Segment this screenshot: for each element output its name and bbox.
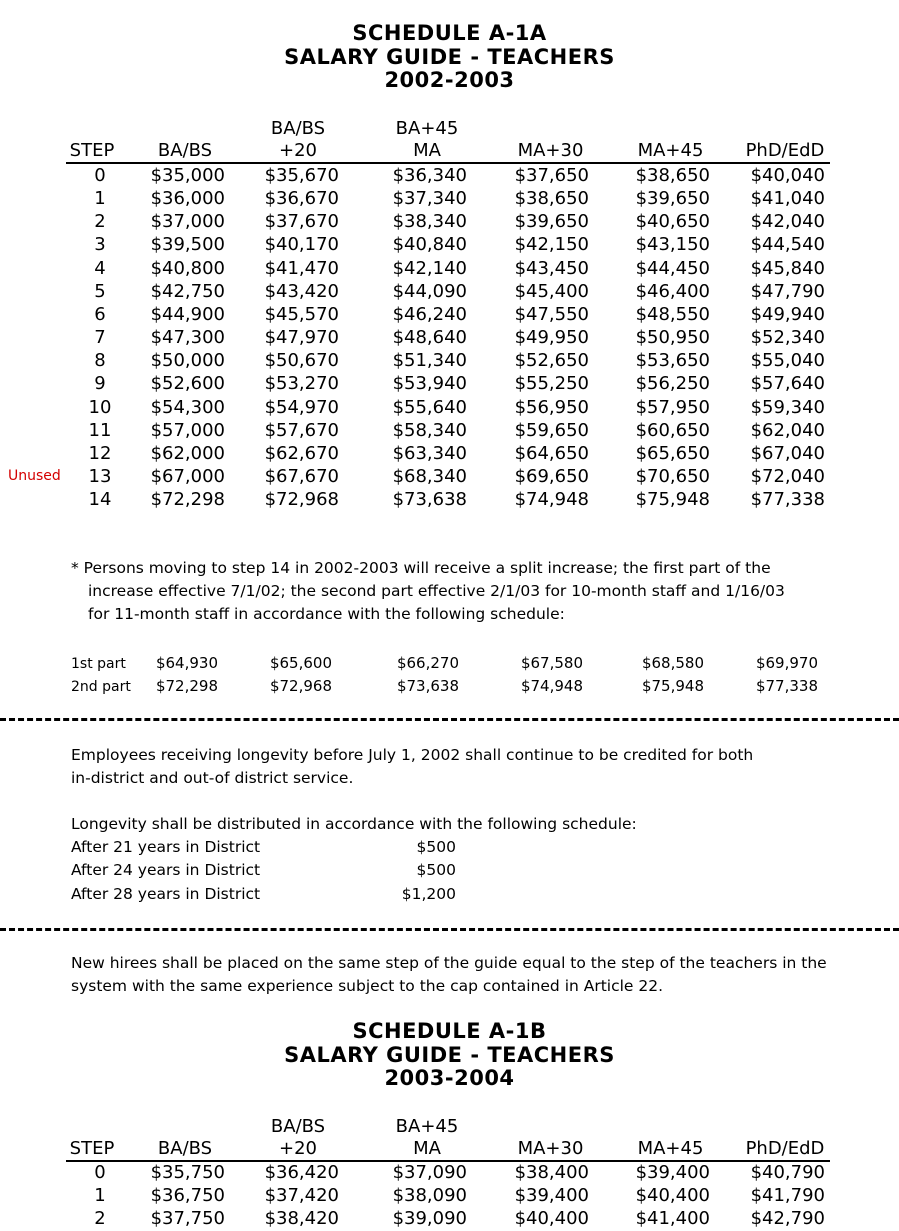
split-label: 1st part bbox=[71, 656, 126, 672]
salary-cell: $72,040 bbox=[750, 465, 825, 487]
step-cell: 1 bbox=[94, 188, 106, 210]
salary-cell: $38,090 bbox=[392, 1185, 467, 1207]
split-value: $73,638 bbox=[396, 677, 459, 695]
salary-cell: $67,670 bbox=[264, 465, 339, 487]
longevity-item-label: After 24 years in District bbox=[71, 861, 261, 879]
salary-cell: $57,670 bbox=[264, 419, 339, 441]
header-babs: BA/BS bbox=[157, 140, 213, 161]
salary-cell: $47,970 bbox=[264, 327, 339, 349]
salary-cell: $43,420 bbox=[264, 280, 339, 302]
salary-cell: $69,650 bbox=[514, 465, 589, 487]
header-babs20-top: BA/BS bbox=[270, 118, 326, 139]
salary-cell: $62,670 bbox=[264, 442, 339, 464]
salary-cell: $67,040 bbox=[750, 442, 825, 464]
salary-cell: $40,170 bbox=[264, 234, 339, 256]
salary-cell: $42,150 bbox=[514, 234, 589, 256]
salary-cell: $53,650 bbox=[635, 350, 710, 372]
salary-cell: $40,040 bbox=[750, 165, 825, 186]
salary-cell: $39,400 bbox=[514, 1185, 589, 1207]
header-babs20-bottom: +20 bbox=[279, 1138, 317, 1159]
salary-cell: $38,340 bbox=[392, 211, 467, 233]
salary-cell: $35,000 bbox=[150, 165, 225, 186]
salary-cell: $50,950 bbox=[635, 327, 710, 349]
salary-cell: $43,450 bbox=[514, 257, 589, 279]
salary-cell: $53,940 bbox=[392, 373, 467, 395]
salary-cell: $47,790 bbox=[750, 280, 825, 302]
step-cell: 8 bbox=[94, 350, 106, 372]
header-phd: PhD/EdD bbox=[745, 1138, 825, 1159]
schedule-a-title-line-2: SALARY GUIDE - TEACHERS bbox=[284, 45, 615, 69]
step-cell: 9 bbox=[94, 373, 106, 395]
unused-label: Unused bbox=[8, 468, 61, 484]
salary-cell: $59,650 bbox=[514, 419, 589, 441]
header-ma30: MA+30 bbox=[517, 140, 584, 161]
salary-cell: $44,450 bbox=[635, 257, 710, 279]
longevity-intro-1: Employees receiving longevity before July 1, 2002 shall continue to be credited for both bbox=[71, 746, 754, 764]
header-babs20-bottom: +20 bbox=[279, 140, 317, 161]
salary-cell: $60,650 bbox=[635, 419, 710, 441]
salary-cell: $55,040 bbox=[750, 350, 825, 372]
salary-cell: $59,340 bbox=[750, 396, 825, 418]
salary-cell: $51,340 bbox=[392, 350, 467, 372]
longevity-intro-2: in-district and out-of district service. bbox=[71, 769, 354, 787]
salary-cell: $41,400 bbox=[635, 1208, 710, 1230]
step-cell: 2 bbox=[94, 1208, 106, 1230]
salary-cell: $57,000 bbox=[150, 419, 225, 441]
salary-cell: $41,040 bbox=[750, 188, 825, 210]
salary-cell: $39,500 bbox=[150, 234, 225, 256]
salary-cell: $62,000 bbox=[150, 442, 225, 464]
split-value: $72,968 bbox=[269, 677, 332, 695]
salary-cell: $50,000 bbox=[150, 350, 225, 372]
salary-cell: $52,650 bbox=[514, 350, 589, 372]
salary-cell: $47,550 bbox=[514, 303, 589, 325]
salary-cell: $48,640 bbox=[392, 327, 467, 349]
salary-cell: $41,790 bbox=[750, 1185, 825, 1207]
salary-cell: $44,900 bbox=[150, 303, 225, 325]
footnote-line-2: increase effective 7/1/02; the second part effective 2/1/03 for 10-month staff and 1/16/03 bbox=[88, 582, 785, 600]
schedule-b-title-line-2: SALARY GUIDE - TEACHERS bbox=[284, 1043, 615, 1067]
longevity-item-label: After 28 years in District bbox=[71, 885, 261, 903]
salary-cell: $45,840 bbox=[750, 257, 825, 279]
step-cell: 3 bbox=[94, 234, 106, 256]
salary-cell: $40,790 bbox=[750, 1162, 825, 1183]
salary-cell: $36,750 bbox=[150, 1185, 225, 1207]
salary-cell: $68,340 bbox=[392, 465, 467, 487]
salary-cell: $40,400 bbox=[635, 1185, 710, 1207]
salary-cell: $49,940 bbox=[750, 303, 825, 325]
schedule-a-title-line-1: SCHEDULE A-1A bbox=[352, 21, 547, 45]
new-hirees-line-2: system with the same experience subject to the cap contained in Article 22. bbox=[71, 977, 664, 995]
salary-cell: $47,300 bbox=[150, 327, 225, 349]
salary-cell: $72,968 bbox=[264, 489, 339, 511]
salary-cell: $67,000 bbox=[150, 465, 225, 487]
header-step: STEP bbox=[69, 140, 115, 161]
footnote-line-1: * Persons moving to step 14 in 2002-2003 will receive a split increase; the first part of the bbox=[71, 559, 771, 577]
schedule-a-title-line-3: 2002-2003 bbox=[384, 68, 515, 92]
salary-cell: $75,948 bbox=[635, 489, 710, 511]
split-value: $65,600 bbox=[269, 654, 332, 672]
salary-cell: $54,300 bbox=[150, 396, 225, 418]
salary-cell: $62,040 bbox=[750, 419, 825, 441]
salary-cell: $37,000 bbox=[150, 211, 225, 233]
step-cell: 0 bbox=[94, 1162, 106, 1183]
salary-cell: $53,270 bbox=[264, 373, 339, 395]
step-cell: 4 bbox=[94, 257, 106, 279]
salary-cell: $56,950 bbox=[514, 396, 589, 418]
split-label: 2nd part bbox=[71, 679, 131, 695]
longevity-schedule-intro: Longevity shall be distributed in accordance with the following schedule: bbox=[71, 815, 637, 833]
salary-cell: $43,150 bbox=[635, 234, 710, 256]
header-ba45-bottom: MA bbox=[413, 140, 441, 161]
salary-cell: $42,140 bbox=[392, 257, 467, 279]
salary-cell: $37,340 bbox=[392, 188, 467, 210]
salary-cell: $40,650 bbox=[635, 211, 710, 233]
salary-cell: $38,650 bbox=[635, 165, 710, 186]
salary-cell: $57,950 bbox=[635, 396, 710, 418]
salary-cell: $38,400 bbox=[514, 1162, 589, 1183]
step-cell: 6 bbox=[94, 303, 106, 325]
salary-cell: $65,650 bbox=[635, 442, 710, 464]
header-ma45: MA+45 bbox=[637, 140, 704, 161]
salary-cell: $36,670 bbox=[264, 188, 339, 210]
salary-cell: $37,750 bbox=[150, 1208, 225, 1230]
salary-cell: $74,948 bbox=[514, 489, 589, 511]
salary-cell: $57,640 bbox=[750, 373, 825, 395]
header-step: STEP bbox=[69, 1138, 115, 1159]
split-value: $72,298 bbox=[155, 677, 218, 695]
salary-cell: $55,250 bbox=[514, 373, 589, 395]
step-cell: 12 bbox=[88, 442, 112, 464]
salary-cell: $50,670 bbox=[264, 350, 339, 372]
divider-1 bbox=[0, 718, 899, 721]
salary-cell: $45,400 bbox=[514, 280, 589, 302]
salary-cell: $49,950 bbox=[514, 327, 589, 349]
schedule-b-title-line-1: SCHEDULE A-1B bbox=[352, 1019, 547, 1043]
salary-cell: $64,650 bbox=[514, 442, 589, 464]
salary-cell: $72,298 bbox=[150, 489, 225, 511]
step-cell: 5 bbox=[94, 280, 106, 302]
salary-cell: $77,338 bbox=[750, 489, 825, 511]
split-value: $77,338 bbox=[755, 677, 818, 695]
salary-cell: $39,090 bbox=[392, 1208, 467, 1230]
salary-cell: $40,800 bbox=[150, 257, 225, 279]
step-cell: 2 bbox=[94, 211, 106, 233]
schedule-b-title-line-3: 2003-2004 bbox=[384, 1066, 515, 1090]
salary-cell: $39,400 bbox=[635, 1162, 710, 1183]
step-cell: 7 bbox=[94, 327, 106, 349]
salary-cell: $55,640 bbox=[392, 396, 467, 418]
divider-2 bbox=[0, 928, 899, 931]
longevity-item-amount: $500 bbox=[416, 861, 456, 879]
salary-cell: $37,420 bbox=[264, 1185, 339, 1207]
salary-cell: $56,250 bbox=[635, 373, 710, 395]
split-value: $75,948 bbox=[641, 677, 704, 695]
salary-cell: $70,650 bbox=[635, 465, 710, 487]
longevity-item-label: After 21 years in District bbox=[71, 838, 261, 856]
salary-cell: $42,750 bbox=[150, 280, 225, 302]
salary-cell: $38,650 bbox=[514, 188, 589, 210]
salary-cell: $35,750 bbox=[150, 1162, 225, 1183]
header-babs: BA/BS bbox=[157, 1138, 213, 1159]
salary-cell: $36,000 bbox=[150, 188, 225, 210]
header-ma45: MA+45 bbox=[637, 1138, 704, 1159]
salary-cell: $58,340 bbox=[392, 419, 467, 441]
salary-cell: $42,790 bbox=[750, 1208, 825, 1230]
salary-cell: $42,040 bbox=[750, 211, 825, 233]
longevity-item-amount: $500 bbox=[416, 838, 456, 856]
salary-cell: $37,090 bbox=[392, 1162, 467, 1183]
salary-cell: $39,650 bbox=[514, 211, 589, 233]
split-value: $66,270 bbox=[396, 654, 459, 672]
header-ba45-bottom: MA bbox=[413, 1138, 441, 1159]
salary-cell: $52,340 bbox=[750, 327, 825, 349]
salary-cell: $63,340 bbox=[392, 442, 467, 464]
split-value: $67,580 bbox=[520, 654, 583, 672]
longevity-item-amount: $1,200 bbox=[401, 885, 456, 903]
split-value: $69,970 bbox=[755, 654, 818, 672]
footnote-line-3: for 11-month staff in accordance with the following schedule: bbox=[88, 605, 565, 623]
step-cell: 0 bbox=[94, 165, 106, 186]
salary-cell: $39,650 bbox=[635, 188, 710, 210]
salary-cell: $46,240 bbox=[392, 303, 467, 325]
step-cell: 14 bbox=[88, 489, 112, 511]
salary-cell: $37,650 bbox=[514, 165, 589, 186]
salary-cell: $36,340 bbox=[392, 165, 467, 186]
salary-cell: $36,420 bbox=[264, 1162, 339, 1183]
salary-cell: $52,600 bbox=[150, 373, 225, 395]
step-cell: 10 bbox=[88, 396, 112, 418]
salary-cell: $44,090 bbox=[392, 280, 467, 302]
salary-cell: $40,840 bbox=[392, 234, 467, 256]
header-ba45-top: BA+45 bbox=[395, 118, 459, 139]
header-ba45-top: BA+45 bbox=[395, 1116, 459, 1137]
step-cell: 11 bbox=[88, 419, 112, 441]
salary-cell: $40,400 bbox=[514, 1208, 589, 1230]
salary-cell: $44,540 bbox=[750, 234, 825, 256]
salary-cell: $38,420 bbox=[264, 1208, 339, 1230]
salary-cell: $46,400 bbox=[635, 280, 710, 302]
step-cell: 13 bbox=[88, 465, 112, 487]
salary-cell: $35,670 bbox=[264, 165, 339, 186]
salary-cell: $37,670 bbox=[264, 211, 339, 233]
salary-cell: $41,470 bbox=[264, 257, 339, 279]
step-cell: 1 bbox=[94, 1185, 106, 1207]
split-value: $68,580 bbox=[641, 654, 704, 672]
salary-cell: $73,638 bbox=[392, 489, 467, 511]
header-babs20-top: BA/BS bbox=[270, 1116, 326, 1137]
split-value: $64,930 bbox=[155, 654, 218, 672]
header-phd: PhD/EdD bbox=[745, 140, 825, 161]
new-hirees-line-1: New hirees shall be placed on the same step of the guide equal to the step of the teachers in the bbox=[71, 954, 827, 972]
header-ma30: MA+30 bbox=[517, 1138, 584, 1159]
salary-cell: $48,550 bbox=[635, 303, 710, 325]
split-value: $74,948 bbox=[520, 677, 583, 695]
salary-cell: $54,970 bbox=[264, 396, 339, 418]
salary-cell: $45,570 bbox=[264, 303, 339, 325]
